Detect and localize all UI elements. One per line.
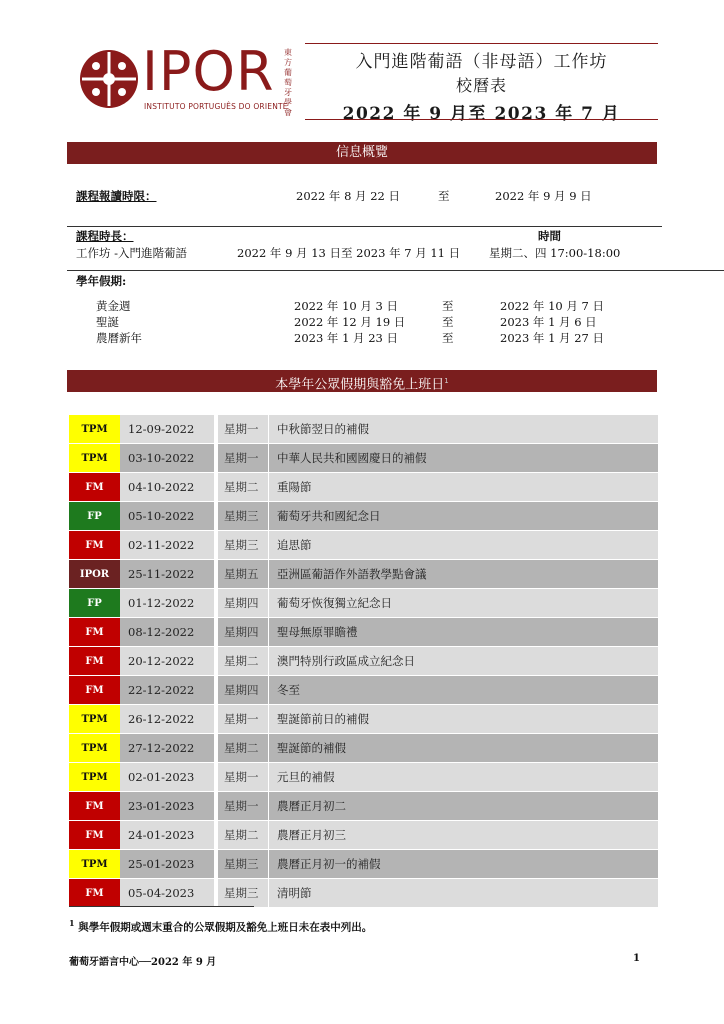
holiday-type-badge: TPM bbox=[69, 415, 120, 443]
holiday-name: 黄金週 bbox=[96, 299, 131, 313]
holiday-weekday: 星期四 bbox=[218, 618, 268, 646]
logo-wordmark: IPOR bbox=[142, 40, 275, 103]
holiday-type-badge: FM bbox=[69, 676, 120, 704]
holiday-to: 2022 年 10 月 7 日 bbox=[500, 299, 604, 313]
title-line-2: 校曆表 bbox=[455, 76, 507, 95]
holiday-weekday: 星期三 bbox=[218, 502, 268, 530]
table-row bbox=[69, 705, 658, 734]
holiday-weekday: 星期二 bbox=[218, 821, 268, 849]
holiday-date: 25-01-2023 bbox=[120, 850, 214, 878]
footnote-text: 與學年假期或週末重合的公眾假期及豁免上班日未在表中列出。 bbox=[74, 921, 373, 934]
table-row bbox=[69, 473, 658, 502]
holiday-weekday: 星期一 bbox=[218, 763, 268, 791]
holiday-name: 農曆新年 bbox=[96, 331, 142, 345]
holiday-date: 01-12-2022 bbox=[120, 589, 214, 617]
table-row bbox=[69, 415, 658, 444]
footnote-rule bbox=[69, 906, 254, 907]
holiday-weekday: 星期三 bbox=[218, 531, 268, 559]
section-info-title: 信息概覽 bbox=[67, 142, 657, 164]
table-row bbox=[69, 502, 658, 531]
holiday-type-badge: FM bbox=[69, 473, 120, 501]
holiday-type-badge: TPM bbox=[69, 734, 120, 762]
divider bbox=[67, 270, 724, 271]
title-line-3: 2022 年 9 月至 2023 年 7 月 bbox=[342, 104, 621, 124]
table-row bbox=[69, 734, 658, 763]
holiday-from: 2023 年 1 月 23 日 bbox=[294, 331, 398, 345]
holiday-date: 02-11-2022 bbox=[120, 531, 214, 559]
table-row bbox=[69, 763, 658, 792]
holiday-type-badge: FM bbox=[69, 821, 120, 849]
holiday-date: 24-01-2023 bbox=[120, 821, 214, 849]
holiday-type-badge: TPM bbox=[69, 763, 120, 791]
holiday-type-badge: FM bbox=[69, 531, 120, 559]
table-row bbox=[69, 850, 658, 879]
footnote bbox=[69, 918, 372, 935]
holiday-description: 葡萄牙共和國紀念日 bbox=[268, 502, 658, 530]
holiday-weekday: 星期一 bbox=[218, 705, 268, 733]
table-row bbox=[69, 589, 658, 618]
footnote-mark: 1 bbox=[69, 918, 75, 928]
time-label: 時間 bbox=[538, 229, 561, 243]
holiday-to: 2023 年 1 月 6 日 bbox=[500, 315, 597, 329]
table-row bbox=[69, 560, 658, 589]
course-name: 工作坊 -入門進階葡語 bbox=[76, 246, 188, 260]
section-holidays-title-text: 本學年公眾假期與豁免上班日 bbox=[275, 377, 445, 393]
holiday-weekday: 星期三 bbox=[218, 879, 268, 907]
holidays-table bbox=[69, 415, 658, 908]
holiday-type-badge: FM bbox=[69, 792, 120, 820]
registration-label: 課程報讀時限： bbox=[76, 189, 157, 203]
holiday-description: 農曆正月初一的補假 bbox=[268, 850, 658, 878]
holiday-description: 農曆正月初二 bbox=[268, 792, 658, 820]
holiday-date: 08-12-2022 bbox=[120, 618, 214, 646]
holiday-date: 04-10-2022 bbox=[120, 473, 214, 501]
table-row bbox=[69, 821, 658, 850]
holiday-date: 26-12-2022 bbox=[120, 705, 214, 733]
holiday-description: 農曆正月初三 bbox=[268, 821, 658, 849]
registration-from: 2022 年 8 月 22 日 bbox=[296, 189, 400, 203]
holiday-to-word: 至 bbox=[442, 315, 454, 329]
holiday-date: 23-01-2023 bbox=[120, 792, 214, 820]
ipor-logo bbox=[78, 40, 298, 117]
logo-vertical-text: 東方葡萄牙學會 bbox=[284, 48, 292, 117]
title-line-1: 入門進階葡語（非母語）工作坊 bbox=[355, 52, 608, 72]
holiday-date: 22-12-2022 bbox=[120, 676, 214, 704]
table-row bbox=[69, 444, 658, 473]
holiday-type-badge: FM bbox=[69, 618, 120, 646]
holiday-weekday: 星期一 bbox=[218, 792, 268, 820]
footer-center-label: 葡萄牙語言中心──2022 年 9 月 bbox=[69, 957, 217, 968]
holiday-date: 03-10-2022 bbox=[120, 444, 214, 472]
holiday-description: 元旦的補假 bbox=[268, 763, 658, 791]
page-number: 1 bbox=[633, 953, 640, 964]
holiday-description: 澳門特別行政區成立紀念日 bbox=[268, 647, 658, 675]
holiday-description: 聖誕節的補假 bbox=[268, 734, 658, 762]
section-holidays-title bbox=[67, 370, 657, 392]
holiday-to: 2023 年 1 月 27 日 bbox=[500, 331, 604, 345]
holiday-description: 葡萄牙恢復獨立紀念日 bbox=[268, 589, 658, 617]
ipor-emblem-icon bbox=[78, 48, 140, 110]
holiday-date: 12-09-2022 bbox=[120, 415, 214, 443]
holiday-date: 25-11-2022 bbox=[120, 560, 214, 588]
table-row bbox=[69, 618, 658, 647]
title-rule bbox=[305, 119, 658, 120]
holiday-type-badge: TPM bbox=[69, 444, 120, 472]
holiday-date: 27-12-2022 bbox=[120, 734, 214, 762]
holiday-name: 聖誕 bbox=[96, 315, 119, 329]
table-row bbox=[69, 531, 658, 560]
holiday-weekday: 星期一 bbox=[218, 444, 268, 472]
holiday-type-badge: TPM bbox=[69, 705, 120, 733]
course-period: 2022 年 9 月 13 日至 2023 年 7 月 11 日 bbox=[237, 246, 461, 260]
holiday-weekday: 星期四 bbox=[218, 676, 268, 704]
holiday-date: 05-10-2022 bbox=[120, 502, 214, 530]
holiday-description: 聖母無原罪瞻禮 bbox=[268, 618, 658, 646]
table-row bbox=[69, 676, 658, 705]
holiday-description: 聖誕節前日的補假 bbox=[268, 705, 658, 733]
footnote-ref: 1 bbox=[444, 377, 449, 385]
document-title bbox=[305, 43, 658, 124]
holiday-to-word: 至 bbox=[442, 331, 454, 345]
holiday-weekday: 星期一 bbox=[218, 415, 268, 443]
divider bbox=[67, 226, 662, 227]
holiday-description: 冬至 bbox=[268, 676, 658, 704]
holiday-weekday: 星期二 bbox=[218, 647, 268, 675]
registration-to-word: 至 bbox=[438, 189, 450, 203]
holiday-description: 中華人民共和國國慶日的補假 bbox=[268, 444, 658, 472]
holiday-description: 亞洲區葡語作外語教學點會議 bbox=[268, 560, 658, 588]
holiday-description: 追思節 bbox=[268, 531, 658, 559]
holiday-weekday: 星期二 bbox=[218, 734, 268, 762]
holiday-from: 2022 年 12 月 19 日 bbox=[294, 315, 406, 329]
holiday-type-badge: IPOR bbox=[69, 560, 120, 588]
logo-subtitle: INSTITUTO PORTUGUÊS DO ORIENTE bbox=[144, 102, 288, 111]
holiday-type-badge: FM bbox=[69, 879, 120, 907]
holiday-description: 清明節 bbox=[268, 879, 658, 907]
holidays-label: 學年假期: bbox=[76, 274, 127, 288]
holiday-type-badge: TPM bbox=[69, 850, 120, 878]
holiday-type-badge: FM bbox=[69, 647, 120, 675]
holiday-type-badge: FP bbox=[69, 589, 120, 617]
course-time: 星期二、四 17:00-18:00 bbox=[489, 246, 621, 260]
holiday-date: 20-12-2022 bbox=[120, 647, 214, 675]
holiday-weekday: 星期三 bbox=[218, 850, 268, 878]
holiday-weekday: 星期二 bbox=[218, 473, 268, 501]
holiday-weekday: 星期四 bbox=[218, 589, 268, 617]
holiday-weekday: 星期五 bbox=[218, 560, 268, 588]
holiday-description: 重陽節 bbox=[268, 473, 658, 501]
holiday-description: 中秋節翌日的補假 bbox=[268, 415, 658, 443]
duration-label: 課程時長： bbox=[76, 229, 134, 243]
table-row bbox=[69, 879, 658, 908]
holiday-type-badge: FP bbox=[69, 502, 120, 530]
holiday-to-word: 至 bbox=[442, 299, 454, 313]
registration-to: 2022 年 9 月 9 日 bbox=[495, 189, 592, 203]
holiday-date: 02-01-2023 bbox=[120, 763, 214, 791]
table-row bbox=[69, 792, 658, 821]
holiday-date: 05-04-2023 bbox=[120, 879, 214, 907]
table-row bbox=[69, 647, 658, 676]
holiday-from: 2022 年 10 月 3 日 bbox=[294, 299, 398, 313]
